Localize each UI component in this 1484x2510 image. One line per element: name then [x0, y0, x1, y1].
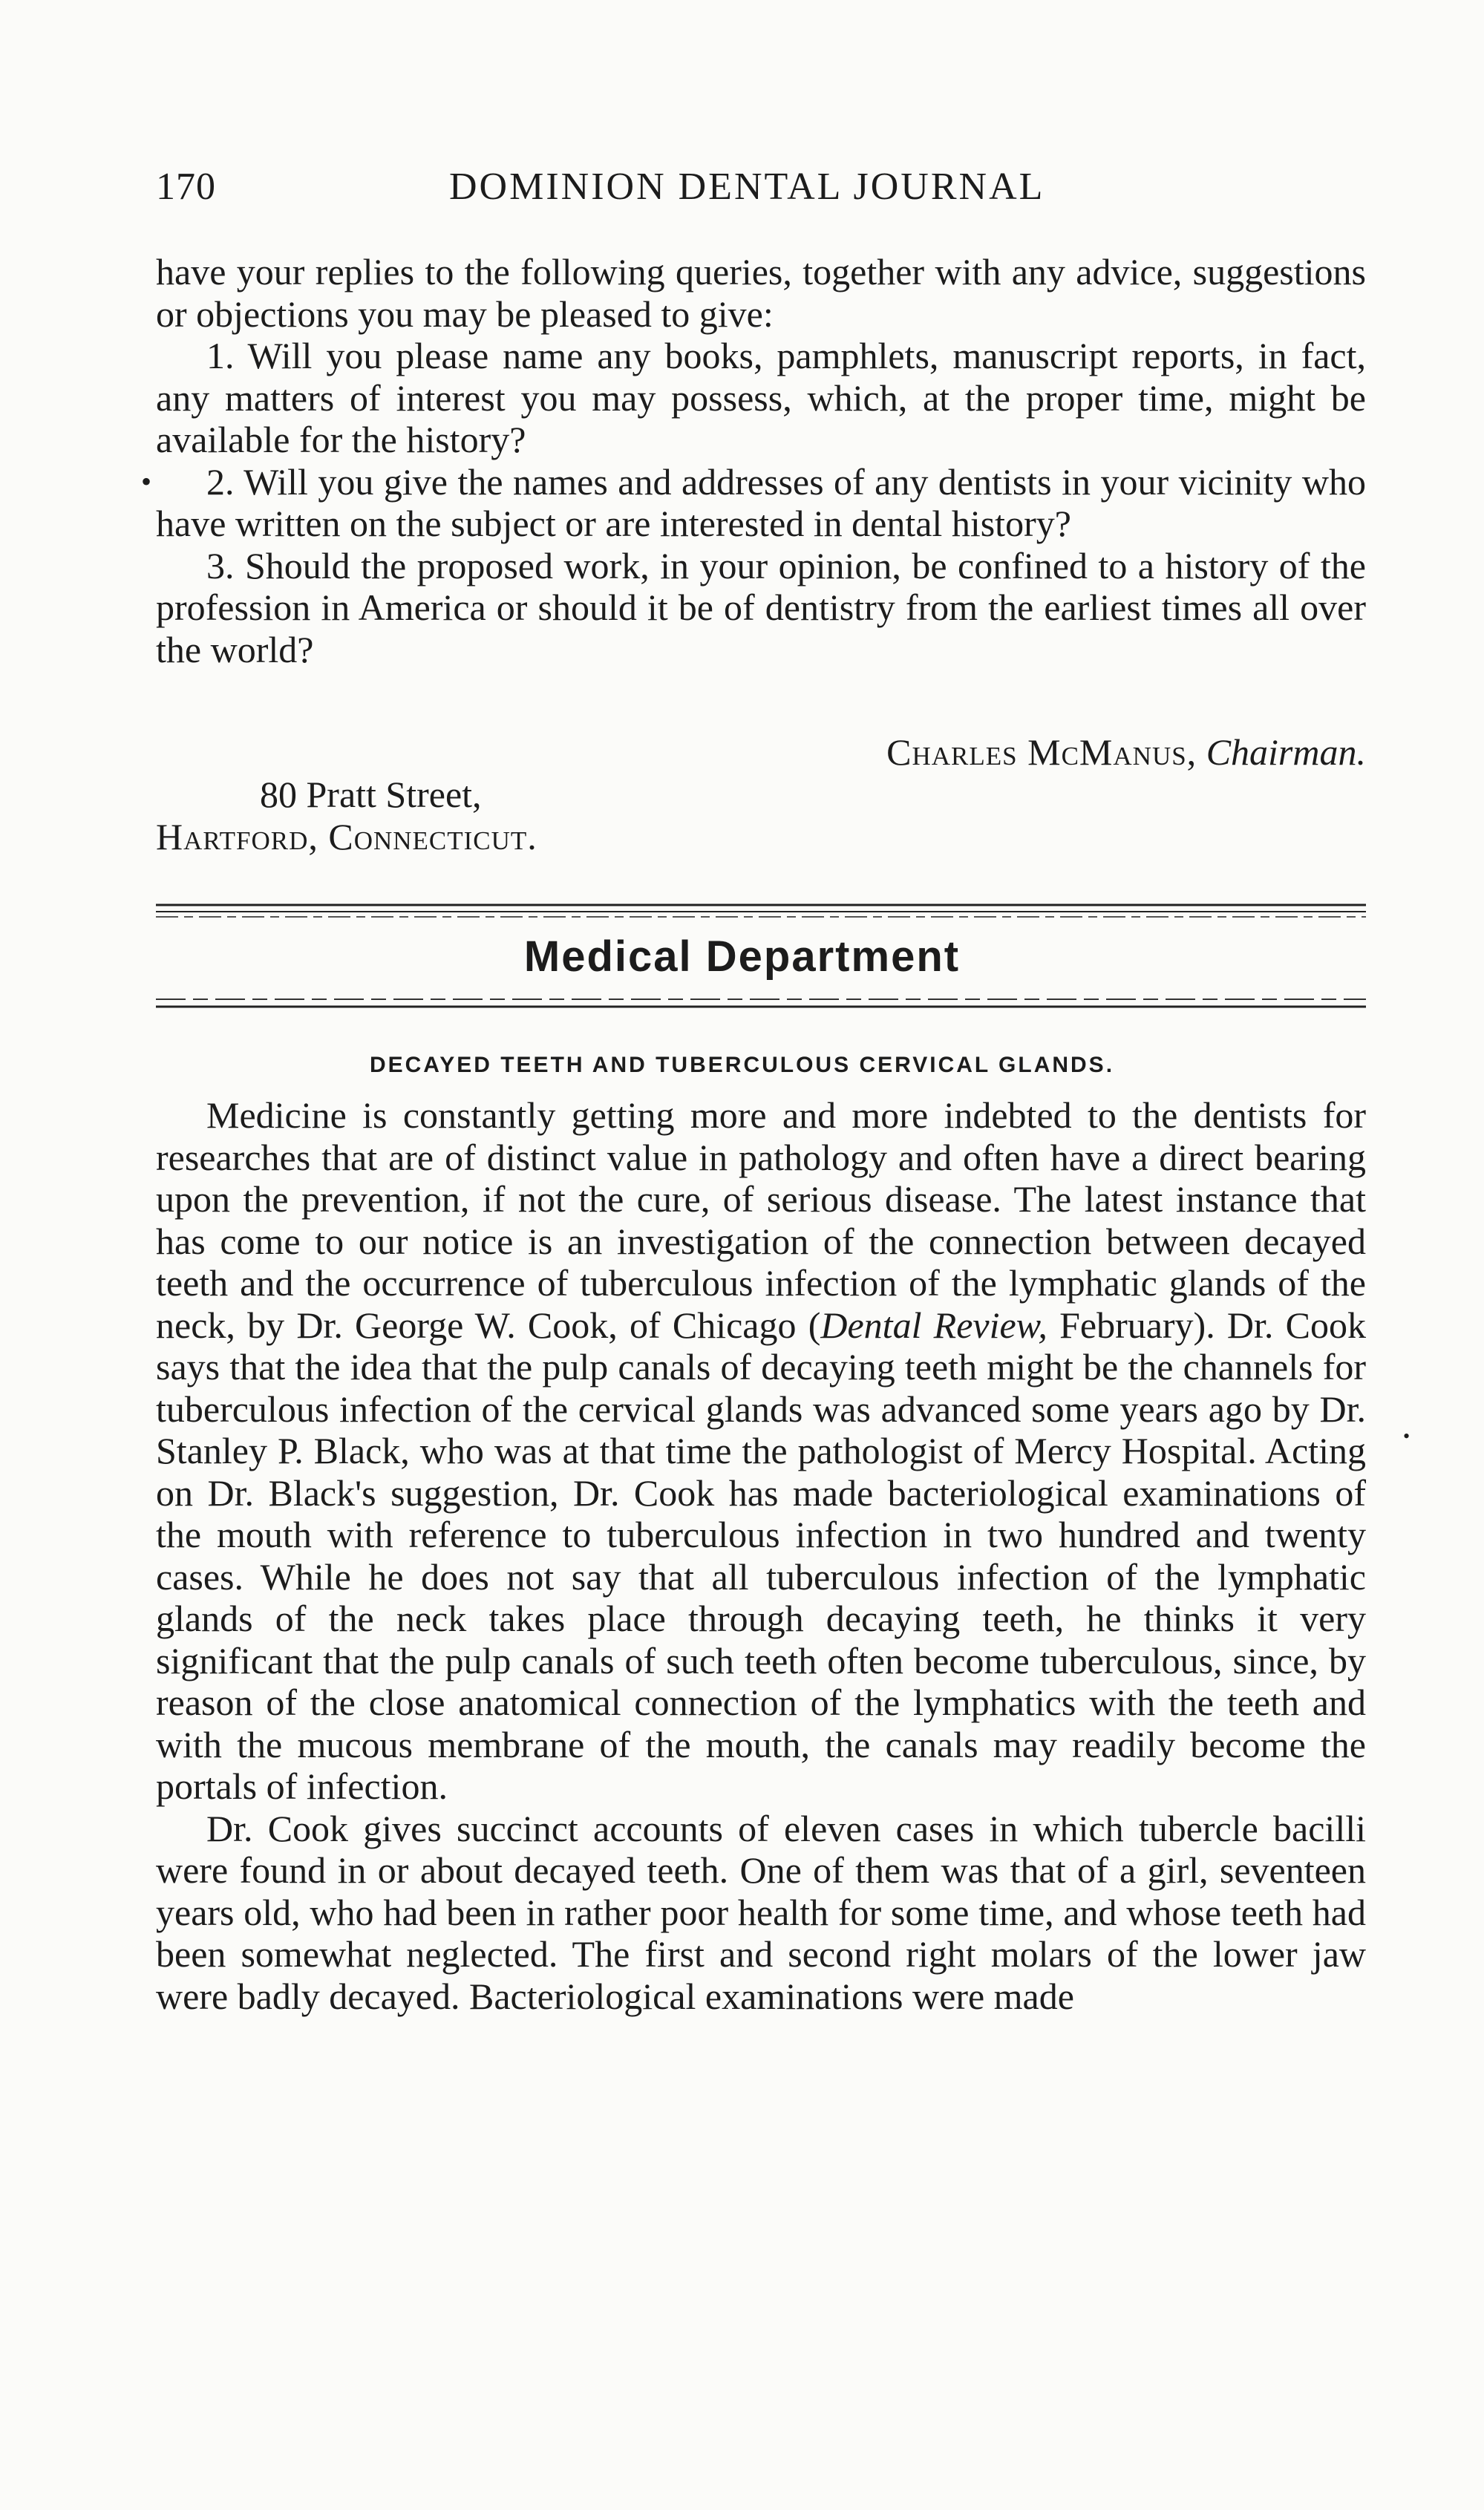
running-header	[156, 165, 1366, 217]
journal-reference: Dental Review,	[820, 1304, 1047, 1346]
queries-block	[156, 251, 1366, 670]
address-street: 80 Pratt Street,	[260, 774, 482, 815]
top-double-rule	[156, 902, 1366, 920]
page-number: 170	[156, 166, 216, 208]
signature-title: Chairman.	[1206, 731, 1366, 773]
address-city: Hartford, Connecticut.	[156, 816, 537, 857]
article-title: DECAYED TEETH AND TUBERCULOUS CERVICAL GLANDS.	[369, 1053, 1115, 1077]
article-paragraph-2: Dr. Cook gives succinct accounts of eleven cases in which tubercle bacilli were found in or about decayed teeth. One of them was that of a girl, seventeen years old, who had been in rather poor health for some time, and whose teeth had been somewhat neglected. The first and second right molars of the lower jaw were badly decayed. Bacteriological examinations were made	[156, 1807, 1366, 2017]
query-3: 3. Should the proposed work, in your opinion, be confined to a history of the profession in America or should it be of dentistry from the earliest times all over the world?	[156, 544, 1366, 670]
signature	[713, 731, 1366, 774]
article-body	[156, 1094, 1366, 2017]
article-paragraph-1	[156, 1094, 1366, 1808]
query-1: 1. Will you please name any books, pamphlets, manuscript reports, in fact, any matters of interest you may possess, which, at the proper time, might be available for the history?	[156, 335, 1366, 460]
query-2: 2. Will you give the names and addresses of any dentists in your vicinity who have written on the subject or are interested in dental history?	[156, 460, 1366, 544]
intro-paragraph: have your replies to the following queries, together with any advice, suggestions or objections you may be pleased to give:	[156, 251, 1366, 335]
paragraph-1-lead: Medicine is constantly getting more and more indebted to the dentists for researches that are of distinct value in pathology and often have a direct bearing upon the prevention, if not the cure, of serious disease. The latest instance that has come to our notice is an investigation of the connection between decayed teeth and the occurrence of tuberculous infection of the lymphatic glands of the neck, by Dr. George W. Cook, of Chicago (	[156, 1094, 1366, 1346]
signature-name: Charles McManus,	[886, 731, 1197, 773]
paragraph-1-rest: February). Dr. Cook says that the idea that the pulp canals of decaying teeth might be the channels for tuberculous infection of the cervical glands was advanced some years ago by Dr. Stanley P. Black, who was at that time the pathologist of Mercy Hospital. Acting on Dr. Black's suggestion, Dr. Cook has made bacteriological examinations of the mouth with reference to tuberculous infection in two hundred and twenty cases. While he does not say that all tuberculous infection of the lymphatic glands of the neck takes place through decaying teeth, he thinks it very significant that the pulp canals of such teeth often become tuberculous, since, by reason of the close anatomical connection of the lymphatics with the teeth and with the mucous membrane of the mouth, the canals may readily become the portals of infection.	[156, 1304, 1367, 1807]
margin-dot-icon: •	[1403, 1425, 1411, 1447]
journal-title: DOMINION DENTAL JOURNAL	[449, 166, 1045, 208]
department-title: Medical Department	[523, 932, 961, 981]
margin-dot-icon: •	[141, 465, 152, 498]
bottom-double-rule	[156, 995, 1366, 1011]
